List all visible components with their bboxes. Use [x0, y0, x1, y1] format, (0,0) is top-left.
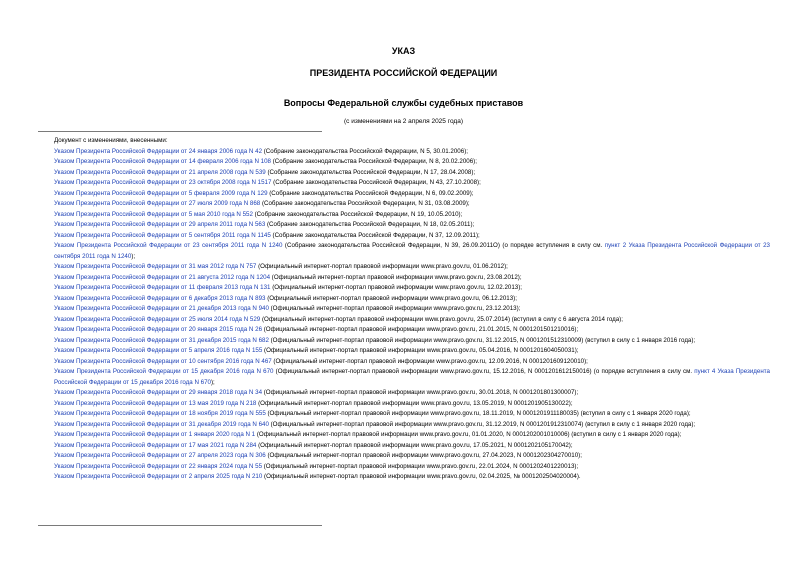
publication-source: (Собрание законодательства Российской Федерации, N 19, 10.05.2010);	[252, 210, 463, 218]
publication-source: (Собрание законодательства Российской Федерации, N 31, 03.08.2009);	[260, 200, 470, 207]
change-item	[38, 388, 770, 399]
change-item	[38, 189, 770, 200]
document-title: Вопросы Федеральной службы судебных приставов	[283, 98, 524, 108]
publication-source: (Официальный интернет-портал правовой информации www.pravo.gov.ru, 12.09.2016, N 0001201609120010);	[271, 357, 588, 365]
change-item	[38, 472, 770, 483]
change-item	[38, 441, 770, 452]
amending-decree-link[interactable]: Указом Президента Российской Федерации от 15 декабря 2016 года N 670	[54, 368, 274, 375]
change-item	[38, 157, 770, 168]
amending-decree-link[interactable]: Указом Президента Российской Федерации от 1 января 2020 года N 1	[54, 431, 256, 438]
publication-source: (Собрание законодательства Российской Федерации, N 5, 30.01.2006);	[262, 147, 468, 155]
amending-decree-link[interactable]: Указом Президента Российской Федерации от 25 июля 2014 года N 529	[54, 315, 261, 323]
publication-source: (Собрание законодательства Российской Федерации, N 43, 27.10.2008);	[271, 179, 481, 186]
publication-source: (Официальный интернет-портал правовой информации www.pravo.gov.ru, 18.11.2019, N 0001201911180035) (вступил в силу с 1 января 2020 года);	[265, 410, 691, 417]
amending-decree-link[interactable]: Указом Президента Российской Федерации от 31 декабря 2015 года N 682	[54, 336, 269, 344]
publication-source: (Официальный интернет-портал правовой информации www.pravo.gov.ru, 15.12.2016, N 0001201612150016) (о порядке вступления в силу см.	[273, 368, 695, 375]
change-item	[38, 315, 770, 326]
amending-decree-link[interactable]: Указом Президента Российской Федерации от 10 сентября 2016 года N 467	[54, 357, 272, 365]
publication-source: (Официальный интернет-портал правовой информации www.pravo.gov.ru, 13.05.2019, N 0001201905130022);	[256, 399, 573, 407]
publication-source: (Официальный интернет-портал правовой информации www.pravo.gov.ru, 05.04.2016, N 0001201604050031);	[262, 347, 579, 354]
change-item	[38, 346, 770, 357]
amending-decree-link[interactable]: Указом Президента Российской Федерации от 14 февраля 2006 года N 108	[54, 158, 271, 165]
publication-source: (Официальный интернет-портал правовой информации www.pravo.gov.ru, 22.01.2024, N 0001202401220013);	[262, 462, 579, 470]
change-item	[38, 231, 770, 242]
amending-decree-link[interactable]: Указом Президента Российской Федерации от 29 апреля 2011 года N 563	[54, 221, 266, 228]
change-item	[38, 178, 770, 189]
publication-source: (Собрание законодательства Российской Федерации, N 8, 20.02.2006);	[270, 158, 477, 165]
amending-decree-link[interactable]: Указом Президента Российской Федерации от 5 апреля 2016 года N 155	[54, 347, 263, 354]
amending-decree-link[interactable]: Указом Президента Российской Федерации от 27 июля 2009 года N 868	[54, 200, 261, 207]
change-item	[38, 210, 770, 221]
change-item	[38, 451, 770, 462]
publication-source: (Официальный интернет-портал правовой информации www.pravo.gov.ru, 21.01.2015, N 0001201501210016);	[262, 326, 579, 333]
effective-date-link[interactable]: пункт 2 Указа Президента Российской Федерации от 23 сентября 2011 года N 1240	[54, 242, 770, 260]
changes-list	[38, 147, 770, 483]
publication-source: (Собрание законодательства Российской Федерации, N 6, 09.02.2009);	[267, 189, 474, 197]
change-item	[38, 399, 770, 410]
amending-decree-link[interactable]: Указом Президента Российской Федерации от 5 мая 2010 года N 552	[54, 210, 253, 218]
publication-source: (Официальный интернет-портал правовой информации www.pravo.gov.ru, 06.12.2013);	[265, 294, 517, 302]
amending-decree-link[interactable]: Указом Президента Российской Федерации от 21 августа 2012 года N 1204	[54, 273, 271, 281]
effective-date-link[interactable]: пункт 4 Указа Президента Российской Федерации от 15 декабря 2016 года N 670	[54, 368, 770, 386]
amending-decree-link[interactable]: Указом Президента Российской Федерации от 18 ноября 2019 года N 555	[54, 410, 266, 417]
publication-source: (Официальный интернет-портал правовой информации www.pravo.gov.ru, 02.04.2025, № 0001202504020004).	[262, 473, 581, 480]
amending-decree-link[interactable]: Указом Президента Российской Федерации от 21 декабря 2013 года N 940	[54, 305, 269, 312]
publication-source: (Официальный интернет-портал правовой информации www.pravo.gov.ru, 23.08.2012);	[270, 273, 522, 281]
publication-source: (Собрание законодательства Российской Федерации, N 18, 02.05.2011);	[265, 221, 475, 228]
publication-source: (Официальный интернет-портал правовой информации www.pravo.gov.ru, 27.04.2023, N 0001202304270010);	[265, 452, 582, 459]
amending-decree-link[interactable]: Указом Президента Российской Федерации от 20 января 2015 года N 26	[54, 326, 263, 333]
publication-source: (Официальный интернет-портал правовой информации www.pravo.gov.ru, 23.12.2013);	[268, 305, 521, 312]
publication-source: (Официальный интернет-портал правовой информации www.pravo.gov.ru, 01.06.2012);	[256, 263, 508, 270]
decree-label: УКАЗ	[391, 46, 416, 56]
amending-decree-link[interactable]: Указом Президента Российской Федерации от 5 февраля 2009 года N 129	[54, 189, 268, 197]
publication-source: (Официальный интернет-портал правовой информации www.pravo.gov.ru, 31.12.2015, N 0001201512310009) (вступил в силу с 1 января 2016 года);	[268, 336, 696, 344]
amending-decree-link[interactable]: Указом Президента Российской Федерации от 13 мая 2019 года N 218	[54, 399, 257, 407]
publication-source: (Официальный интернет-портал правовой информации www.pravo.gov.ru, 31.12.2019, N 0001201912310074) (вступил в силу с 1 января 2020 года);	[268, 420, 696, 428]
item-tail: );	[131, 252, 136, 260]
amending-decree-link[interactable]: Указом Президента Российской Федерации от 5 сентября 2011 года N 1145	[54, 231, 271, 239]
amending-decree-link[interactable]: Указом Президента Российской Федерации от 31 мая 2012 года N 757	[54, 263, 257, 270]
change-item	[38, 367, 770, 388]
top-divider	[38, 131, 322, 132]
change-item	[38, 430, 770, 441]
amendment-note: (с изменениями на 2 апреля 2025 года)	[343, 118, 463, 125]
item-tail: );	[210, 378, 215, 386]
bottom-divider	[38, 525, 322, 526]
publication-source: (Официальный интернет-портал правовой информации www.pravo.gov.ru, 25.07.2014) (вступил в силу с 6 августа 2014 года);	[260, 315, 623, 323]
change-item	[38, 283, 770, 294]
amending-decree-link[interactable]: Указом Президента Российской Федерации от 23 сентября 2011 года N 1240	[54, 242, 283, 249]
changes-block	[38, 136, 770, 483]
change-item	[38, 168, 770, 179]
amending-decree-link[interactable]: Указом Президента Российской Федерации от 2 апреля 2025 года N 210	[54, 473, 263, 480]
amending-decree-link[interactable]: Указом Президента Российской Федерации от 21 апреля 2008 года N 539	[54, 168, 266, 176]
change-item	[38, 262, 770, 273]
amending-decree-link[interactable]: Указом Президента Российской Федерации от 23 октября 2008 года N 1517	[54, 179, 272, 186]
change-item	[38, 241, 770, 262]
changes-lead: Документ с изменениями, внесенными:	[54, 137, 168, 144]
publication-source: (Собрание законодательства Российской Федерации, N 37, 12.09.2011);	[270, 231, 480, 239]
amending-decree-link[interactable]: Указом Президента Российской Федерации от 11 февраля 2013 года N 131	[54, 284, 271, 291]
amending-decree-link[interactable]: Указом Президента Российской Федерации от 27 апреля 2023 года N 306	[54, 452, 266, 459]
change-item	[38, 409, 770, 420]
change-item	[38, 357, 770, 368]
change-item	[38, 336, 770, 347]
change-item	[38, 304, 770, 315]
amending-decree-link[interactable]: Указом Президента Российской Федерации от 24 января 2006 года N 42	[54, 147, 263, 155]
amending-decree-link[interactable]: Указом Президента Российской Федерации от 22 января 2024 года N 55	[54, 462, 263, 470]
issuer-label: ПРЕЗИДЕНТА РОССИЙСКОЙ ФЕДЕРАЦИИ	[309, 68, 498, 78]
change-item	[38, 462, 770, 473]
publication-source: (Официальный интернет-портал правовой информации www.pravo.gov.ru, 30.01.2018, N 0001201801300007);	[262, 389, 579, 396]
publication-source: (Собрание законодательства Российской Федерации, N 39, 26.09.2011О) (о порядке вступления в силу см.	[282, 242, 605, 249]
amending-decree-link[interactable]: Указом Президента Российской Федерации от 17 мая 2021 года N 284	[54, 441, 257, 449]
publication-source: (Собрание законодательства Российской Федерации, N 17, 28.04.2008);	[265, 168, 476, 176]
publication-source: (Официальный интернет-портал правовой информации www.pravo.gov.ru, 12.02.2013);	[270, 284, 523, 291]
amending-decree-link[interactable]: Указом Президента Российской Федерации от 6 декабря 2013 года N 893	[54, 294, 266, 302]
change-item	[38, 325, 770, 336]
amending-decree-link[interactable]: Указом Президента Российской Федерации от 29 января 2018 года N 34	[54, 389, 263, 396]
change-item	[38, 199, 770, 210]
amending-decree-link[interactable]: Указом Президента Российской Федерации от 31 декабря 2019 года N 640	[54, 420, 269, 428]
change-item	[38, 420, 770, 431]
publication-source: (Официальный интернет-портал правовой информации www.pravo.gov.ru, 01.01.2020, N 0001202001010006) (вступил в силу с 1 января 2020 года);	[255, 431, 682, 438]
change-item	[38, 273, 770, 284]
publication-source: (Официальный интернет-портал правовой информации www.pravo.gov.ru, 17.05.2021, N 0001202105170042);	[256, 441, 573, 449]
change-item	[38, 147, 770, 158]
change-item	[38, 294, 770, 305]
change-item	[38, 220, 770, 231]
